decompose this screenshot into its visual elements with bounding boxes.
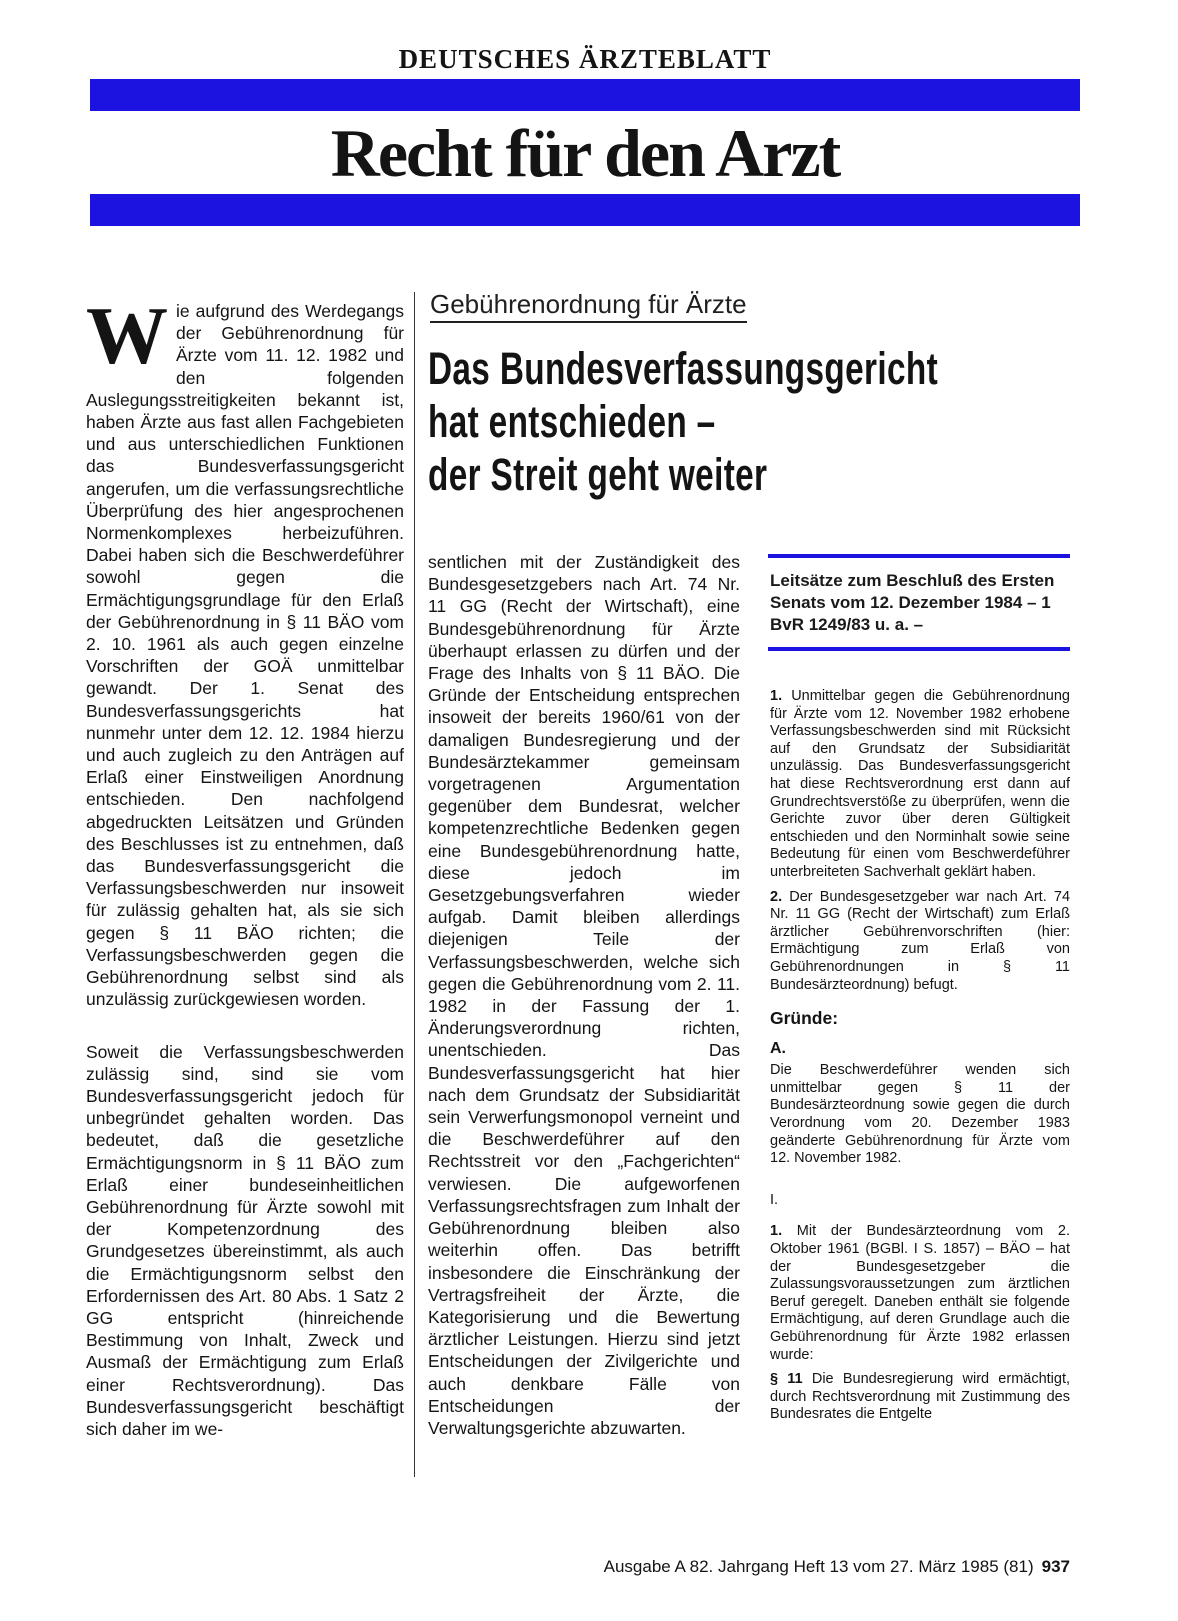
section-i-1 <box>770 1223 1070 1364</box>
article-headline <box>428 342 939 501</box>
headline-line: Das Bundesverfassungsgericht <box>428 343 939 394</box>
gruende-heading: Gründe: <box>770 1008 839 1029</box>
column-divider <box>414 292 415 1477</box>
paragraph-11-text: Die Bundesregierung wird ermächtigt, durch Rechtsverordnung mit Zustimmung des Bundesrates die Entgelte <box>770 1371 1071 1423</box>
leitsatz-2 <box>770 889 1070 995</box>
headline-line: der Streit geht weiter <box>428 449 768 500</box>
leitsatz-number: 1. <box>770 688 783 704</box>
section-a-heading: A. <box>770 1039 786 1057</box>
issue-info: Ausgabe A 82. Jahrgang Heft 13 vom 27. März 1985 (81) <box>603 1557 1034 1576</box>
leitsaetze-rule-bottom <box>768 647 1070 651</box>
section-roman-heading: I. <box>770 1191 779 1208</box>
leitsaetze-rule-top <box>768 554 1070 558</box>
paragraph-11 <box>770 1371 1070 1424</box>
leitsatz-text: Der Bundesgesetzgeber war nach Art. 74 Nr. 11 GG (Recht der Wirtschaft) zum Erlaß ärztlicher Gebührenvorschriften (hier: Ermächtigung zum Erlaß von Gebührenordnungen in § 11 Bundesärzteordnung) befugt. <box>770 888 1071 993</box>
article-column-1 <box>86 290 404 1440</box>
article-category: Gebührenordnung für Ärzte <box>430 288 747 323</box>
leitsaetze-column <box>770 688 1070 1431</box>
leitsatz-text: Unmittelbar gegen die Gebührenordnung für Ärzte vom 12. November 1982 erhobene Verfassungsbeschwerden sind mit Rücksicht auf den Grundsatz der Subsidiarität unzulässig. Das Bundesverfassungsgericht hat diese Rechtsverordnung erst dann auf Grundrechtsverstöße zu überprüfen, wenn die Gerichte zuvor über deren Gültigkeit entschieden und den Norminhalt sowie seine Bedeutung für einen vom Beschwerdeführer unterbreiteten Sachverhalt geklärt haben. <box>770 688 1071 880</box>
intro-paragraph-text: ie aufgrund des Werdegangs der Gebührenordnung für Ärzte vom 11. 12. 1982 und den folgenden Auslegungsstreitigkeiten bekannt ist, haben Ärzte aus fast allen Fachgebieten und aus unterschiedlichen Funktionen das Bundesverfassungsgericht angerufen, um die verfassungsrechtliche Überprüfung des hier angesprochenen Normenkomplexes herbeizuführen. Dabei haben sich die Beschwerdeführer sowohl gegen die Ermächtigungsgrundlage für den Erlaß der Gebührenordnung in § 11 BÄO vom 2. 10. 1961 als auch gegen einzelne Vorschriften der GOÄ unmittelbar gewandt. Der 1. Senat des Bundesverfassungsgerichts hat nunmehr unter dem 12. 12. 1984 hierzu und auch zugleich zu den Anträgen auf Erlaß einer Einstweiligen Anordnung entschieden. Den nachfolgend abgedruckten Leitsätzen und Gründen des Beschlusses ist zu entnehmen, daß das Bundesverfassungsgericht die Verfassungsbeschwerden nur insoweit für zulässig gehalten hat, als sie sich gegen § 11 BÄO richten; die Verfassungsbeschwerden gegen die Gebührenordnung selbst sind als unzulässig zurückgewiesen worden. <box>86 301 404 1010</box>
header-bar-bottom <box>90 194 1080 226</box>
column-2-text: sentlichen mit der Zuständigkeit des Bundesgesetzgebers nach Art. 74 Nr. 11 GG (Recht der Wirtschaft), eine Bundesgebührenordnung für Ärzte überhaupt erlassen zu dürfen und der Frage des Inhalts von § 11 BÄO. Die Gründe der Entscheidung entsprechen insoweit der bereits 1960/61 von der damaligen Bundesregierung und der Bundesärztekammer gemeinsam vorgetragenen Argumentation gegenüber dem Bundesrat, welcher kompetenzrechtliche Bedenken gegen eine Bundesgebührenordnung hatte, diese jedoch im Gesetzgebungsverfahren wieder aufgab. Damit bleiben allerdings diejenigen Teile der Verfassungsbeschwerden, welche sich gegen die Gebührenordnung vom 2. 11. 1982 in der Fassung der 1. Änderungsverordnung richten, unentschieden. Das Bundesverfassungsgericht hat hier nach dem Grundsatz der Subsidiarität sein Verwerfungsmonopol verneint und die Beschwerdeführer auf den Rechtsstreit vor den „Fachgerichten“ verwiesen. Die aufgeworfenen Verfassungsrechtsfragen zum Inhalt der Gebührenordnung bleiben also weiterhin offen. Das betrifft insbesondere die Einschränkung der Vertragsfreiheit der Ärzte, die Kategorisierung und die Bewertung ärztlicher Leistungen. Hierzu sind jetzt Entscheidungen der Zivilgerichte und auch denkbare Fälle von Entscheidungen der Verwaltungsgerichte abzuwarten. <box>428 552 740 1438</box>
dropcap: W <box>86 290 168 381</box>
section-i-1-text: Mit der Bundesärzteordnung vom 2. Oktober 1961 (BGBl. I S. 1857) – BÄO – hat der Bundesgesetzgeber die Zulassungsvoraussetzungen zum ärztlichen Beruf geregelt. Daneben enthält sie folgende Ermächtigung, auf deren Grundlage auch die Gebührenordnung für Ärzte 1982 erlassen wurde: <box>770 1223 1070 1363</box>
article-column-2 <box>428 551 740 1439</box>
page-number: 937 <box>1041 1557 1070 1576</box>
section-title: Recht für den Arzt <box>330 115 840 191</box>
page-footer <box>470 1556 1070 1578</box>
leitsatz-number: 2. <box>770 888 783 905</box>
section-i-1-number: 1. <box>770 1223 783 1240</box>
section-a-text: Die Beschwerdeführer wenden sich unmittelbar gegen § 11 der Bundesärzteordnung sowie gegen die durch Verordnung vom 20. Dezember 1983 geänderte Gebührenordnung für Ärzte vom 12. November 1982. <box>770 1062 1070 1167</box>
second-paragraph: Soweit die Verfassungsbeschwerden zulässig sind, sind sie vom Bundesverfassungsgericht jedoch für unbegründet gehalten worden. Das bedeutet, daß die gesetzliche Ermächtigungsnorm in § 11 BÄO zum Erlaß einer bundeseinheitlichen Gebührenordnung für Ärzte sowohl mit der Kompetenzordnung des Grundgesetzes übereinstimmt, als auch die Ermächtigungsnorm selbst den Erfordernissen des Art. 80 Abs. 1 Satz 2 GG entspricht (hinreichende Bestimmung von Inhalt, Zweck und Ausmaß der Ermächtigung zum Erlaß einer Rechtsverordnung). Das Bundesverfassungsgericht beschäftigt sich daher im we- <box>86 1041 404 1439</box>
headline-line: hat entschieden – <box>428 396 716 447</box>
leitsatz-1 <box>770 688 1070 882</box>
intro-paragraph <box>86 290 404 1011</box>
leitsaetze-title: Leitsätze zum Beschluß des Ersten Senats vom 12. Dezember 1984 – 1 BvR 1249/83 u. a. – <box>770 571 1055 634</box>
paragraph-11-number: § 11 <box>770 1371 803 1388</box>
masthead: DEUTSCHES ÄRZTEBLATT <box>398 44 772 74</box>
header-bar-top <box>90 79 1080 111</box>
